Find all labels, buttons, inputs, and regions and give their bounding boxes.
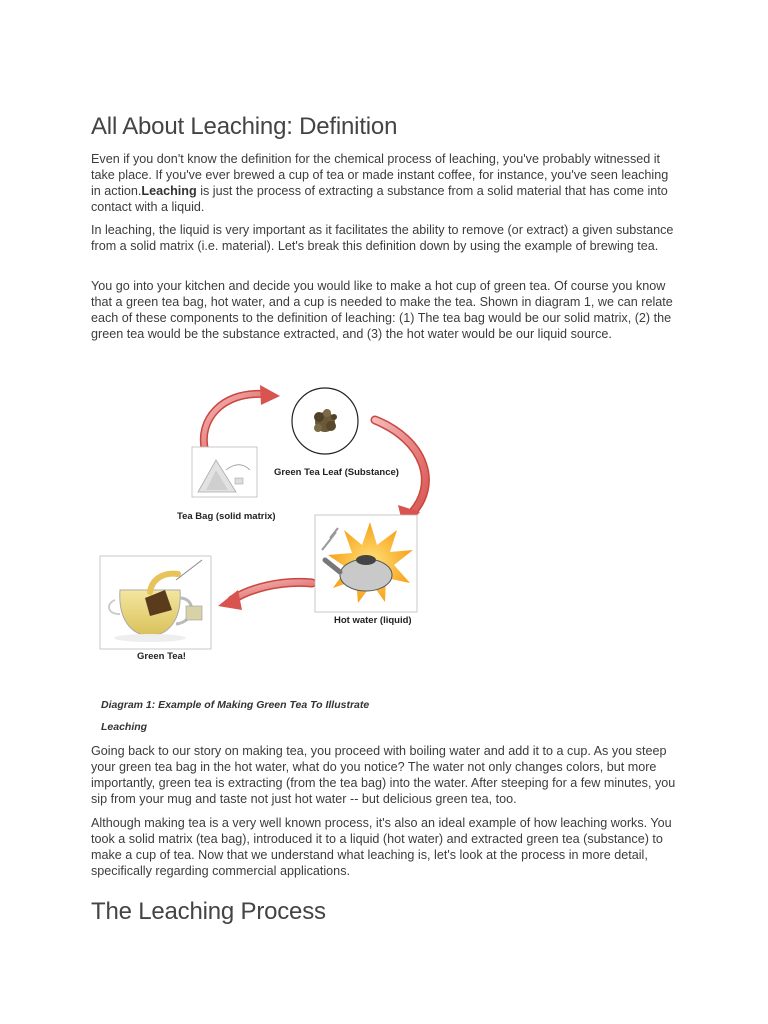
label-green-tea-leaf: Green Tea Leaf (Substance) [274, 467, 399, 478]
heading-definition: All About Leaching: Definition [91, 113, 398, 140]
intro-text-after: is just the process of extracting a substance from a solid material that has come into contact with a liquid. [91, 184, 668, 214]
tea-bag-image [192, 447, 257, 497]
green-tea-cup-image [100, 556, 211, 649]
paragraph-liquid: In leaching, the liquid is very important as it facilitates the ability to remove (or extract) a given substance from a solid matrix (i.e. material). Let's break this definition down by using the example of brewing tea. [91, 223, 674, 253]
arrow-water-to-greentea [218, 582, 312, 610]
leaching-bold-term: Leaching [141, 184, 197, 198]
hot-water-kettle-image [315, 515, 417, 612]
paragraph-summary: Although making tea is a very well known process, it's also an ideal example of how leaching works. You took a solid matrix (tea bag), introduced it to a liquid (hot water) and extracted green tea (substance) to make a cup of tea. Now that we understand what leaching is, let's look at the process in more detail, specifically regarding commercial applications. [91, 816, 672, 878]
paragraph-steeping: Going back to our story on making tea, you proceed with boiling water and add it to a cup. As you steep your green tea bag in the hot water, what do you notice? The water not only changes colors, but more importantly, green tea is extracting (from the tea bag) into the water. After steeping for a few minutes, you sip from your mug and taste not just hot water -- but delicious green tea, too. [91, 744, 676, 806]
label-hot-water: Hot water (liquid) [334, 615, 412, 626]
paragraph-kitchen: You go into your kitchen and decide you would like to make a hot cup of green tea. Of course you know that a green tea bag, hot water, and a cup is needed to make the tea. Shown in diagram 1, we can relate each of these components to the definition of leaching: (1) The tea bag would be our solid matrix, (2) the green tea would be the substance extracted, and (3) the hot water would be our liquid source. [91, 279, 673, 341]
heading-leaching-process: The Leaching Process [91, 898, 326, 925]
diagram-caption: Diagram 1: Example of Making Green Tea To Illustrate Leaching [101, 699, 370, 733]
green-tea-leaf-image [292, 388, 358, 454]
arrow-bag-to-leaf [204, 385, 280, 450]
label-green-tea: Green Tea! [137, 651, 186, 662]
intro-text-before: Even if you don't know the definition for the chemical process of leaching, you've probably witnessed it take place. If you've ever brewed a cup of tea or made instant coffee, for instance, you've seen leaching in action. [91, 152, 669, 198]
label-tea-bag: Tea Bag (solid matrix) [177, 511, 276, 522]
